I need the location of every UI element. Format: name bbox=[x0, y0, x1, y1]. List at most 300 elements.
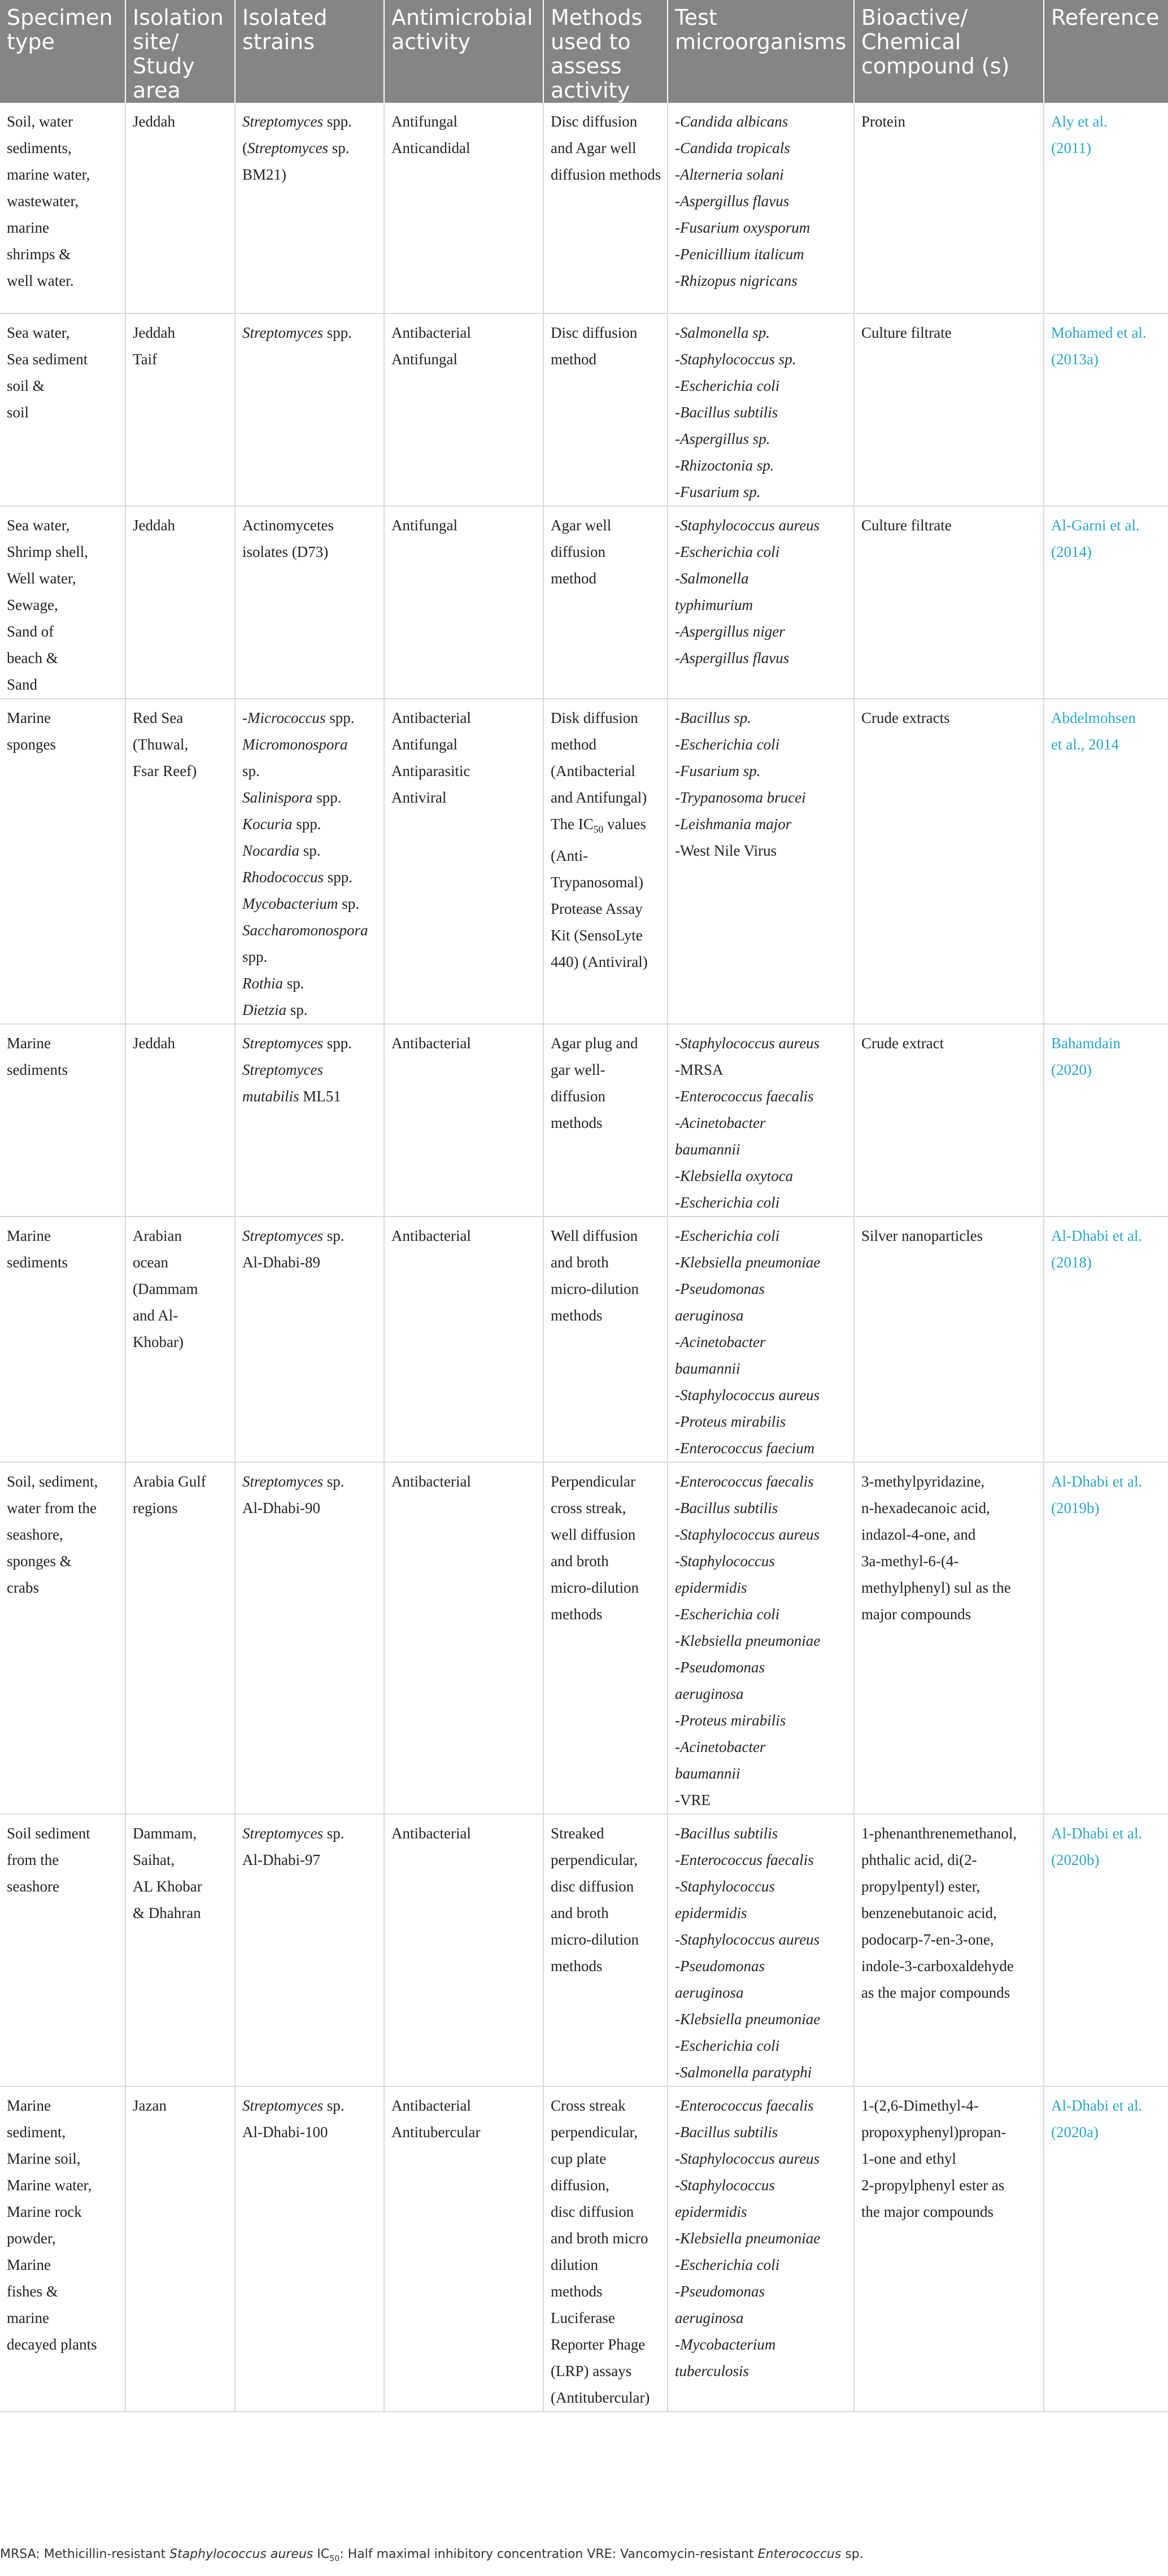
cell-line: Crude extracts bbox=[861, 709, 950, 726]
cell-line: Antiviral bbox=[391, 789, 447, 806]
cell-line bbox=[242, 917, 378, 944]
cell-line: 3-methylpyridazine, bbox=[861, 1473, 985, 1490]
cell-line: methods bbox=[551, 1958, 603, 1975]
cell-antimicrobial-activity bbox=[384, 103, 543, 313]
table-row bbox=[0, 313, 1168, 506]
table-row bbox=[0, 2086, 1168, 2412]
cell-line: -Salmonella bbox=[675, 570, 749, 587]
table-row bbox=[0, 1814, 1168, 2086]
cell-line: -Acinetobacter bbox=[675, 1114, 766, 1131]
cell-line bbox=[242, 758, 378, 784]
cell-bioactive-compound bbox=[854, 1462, 1044, 1814]
strain-text: Streptomyces bbox=[242, 1825, 323, 1842]
cell-line: (Dammam bbox=[133, 1280, 198, 1297]
table-row bbox=[0, 1462, 1168, 1814]
cell-isolated-strains bbox=[235, 313, 384, 506]
cell-test-microorganisms bbox=[668, 1217, 854, 1462]
cell-line: and broth bbox=[551, 1553, 609, 1570]
cell-line: Well diffusion bbox=[551, 1227, 638, 1244]
cell-reference bbox=[1044, 1024, 1168, 1217]
reference-link[interactable]: (2014) bbox=[1051, 543, 1092, 560]
strain-text: Rothia bbox=[242, 975, 283, 992]
cell-line: diffusion bbox=[551, 1088, 606, 1105]
footnote-text: : Half maximal inhibitory concentration VRE: Vancomycin-resistant bbox=[339, 2547, 758, 2561]
cell-line: diffusion, bbox=[551, 2177, 609, 2194]
strain-text: Al-Dhabi-89 bbox=[242, 1254, 320, 1271]
cell-methods bbox=[543, 506, 668, 699]
cell-line: -Escherichia coli bbox=[675, 543, 780, 560]
reference-link[interactable]: Aly et al. bbox=[1051, 113, 1108, 130]
cell-line: 1-(2,6-Dimethyl-4- bbox=[861, 2097, 979, 2114]
cell-line: Sewage, bbox=[7, 596, 58, 613]
cell-line: Anticandidal bbox=[391, 140, 470, 156]
cell-line: Antibacterial bbox=[391, 709, 471, 726]
cell-line: -Enterococcus faecalis bbox=[675, 1473, 814, 1490]
cell-reference bbox=[1044, 699, 1168, 1024]
cell-line: major compounds bbox=[861, 1606, 971, 1623]
cell-line: -Staphylococcus bbox=[675, 1878, 775, 1895]
cell-line: (Antibacterial bbox=[551, 762, 635, 779]
cell-line: -Enterococcus faecalis bbox=[675, 1088, 814, 1105]
cell-specimen-type bbox=[0, 699, 125, 1024]
strain-text: Streptomyces bbox=[242, 2097, 323, 2114]
cell-line: -Rhizopus nigricans bbox=[675, 272, 797, 289]
cell-line: regions bbox=[133, 1500, 178, 1516]
cell-line: -Klebsiella pneumoniae bbox=[675, 1632, 821, 1649]
cell-line: water from the bbox=[7, 1500, 97, 1516]
cell-bioactive-compound bbox=[854, 313, 1044, 506]
cell-line bbox=[242, 1249, 378, 1276]
cell-line bbox=[242, 1030, 378, 1057]
cell-line: Antifungal bbox=[391, 736, 457, 753]
cell-line: -Aspergillus flavus bbox=[675, 650, 790, 666]
cell-line: Red Sea bbox=[133, 709, 184, 726]
cell-line: Khobar) bbox=[133, 1333, 184, 1350]
cell-line bbox=[242, 1223, 378, 1249]
cell-line: Marine bbox=[7, 709, 51, 726]
cell-line: -Klebsiella pneumoniae bbox=[675, 1254, 821, 1271]
strain-text: sp. bbox=[283, 975, 304, 992]
cell-line: epidermidis bbox=[675, 1904, 747, 1921]
reference-link[interactable]: (2019b) bbox=[1051, 1500, 1100, 1516]
strain-text: sp. bbox=[299, 842, 321, 859]
cell-bioactive-compound bbox=[854, 103, 1044, 313]
cell-reference bbox=[1044, 313, 1168, 506]
cell-line: Sea water, bbox=[7, 324, 70, 341]
strain-text: Al-Dhabi-100 bbox=[242, 2124, 328, 2141]
cell-line: -Candida albicans bbox=[675, 113, 788, 130]
footnote-text: sp. bbox=[841, 2547, 864, 2561]
cell-line: Culture filtrate bbox=[861, 324, 952, 341]
cell-line bbox=[242, 2119, 378, 2146]
cell-specimen-type bbox=[0, 313, 125, 506]
cell-line: Marine bbox=[7, 1035, 51, 1052]
strain-text: Streptomyces bbox=[242, 1473, 323, 1490]
cell-line: Jeddah bbox=[133, 517, 175, 534]
cell-line: micro-dilution bbox=[551, 1280, 639, 1297]
cell-methods bbox=[543, 1217, 668, 1462]
cell-line: Agar well bbox=[551, 517, 612, 534]
cell-line: well water. bbox=[7, 272, 74, 289]
strain-text: ( bbox=[242, 140, 247, 156]
cell-line: Antibacterial bbox=[391, 1227, 471, 1244]
cell-isolation-site bbox=[125, 2086, 235, 2412]
cell-methods bbox=[543, 699, 668, 1024]
cell-line: aeruginosa bbox=[675, 1307, 744, 1324]
cell-specimen-type bbox=[0, 103, 125, 313]
cell-line: -Staphylococcus bbox=[675, 1553, 775, 1570]
cell-line bbox=[242, 970, 378, 997]
cell-line: fishes & bbox=[7, 2283, 58, 2300]
cell-line: methods bbox=[551, 1606, 603, 1623]
cell-line: -Fusarium sp. bbox=[675, 483, 761, 500]
cell-line: (Antitubercular) bbox=[551, 2389, 650, 2406]
cell-line: (Thuwal, bbox=[133, 736, 189, 753]
cell-line: micro-dilution bbox=[551, 1931, 639, 1948]
cell-isolated-strains bbox=[235, 1024, 384, 1217]
cell-methods bbox=[543, 2086, 668, 2412]
cell-line: -Proteus mirabilis bbox=[675, 1712, 786, 1729]
cell-line: Jeddah bbox=[133, 113, 175, 130]
strain-text: spp. bbox=[325, 709, 355, 726]
cell-line: -Proteus mirabilis bbox=[675, 1413, 786, 1430]
cell-line: method bbox=[551, 736, 596, 753]
strain-text: sp. bbox=[322, 1825, 345, 1842]
cell-line: -Bacillus subtilis bbox=[675, 2124, 778, 2141]
cell-line: Marine bbox=[7, 2256, 51, 2273]
cell-line: sediments, bbox=[7, 140, 72, 156]
cell-line bbox=[242, 838, 378, 864]
cell-line: method bbox=[551, 570, 596, 587]
header-isolated-strains: Isolated strains bbox=[235, 0, 384, 103]
cell-bioactive-compound bbox=[854, 2086, 1044, 2412]
cell-methods bbox=[543, 1814, 668, 2086]
header-row bbox=[0, 0, 1168, 103]
cell-line bbox=[242, 1083, 378, 1110]
cell-antimicrobial-activity bbox=[384, 1217, 543, 1462]
cell-line bbox=[242, 512, 378, 539]
cell-line: -Trypanosoma brucei bbox=[675, 789, 806, 806]
cell-line bbox=[242, 1820, 378, 1847]
cell-line: methods bbox=[551, 2283, 603, 2300]
cell-line: powder, bbox=[7, 2230, 56, 2247]
table-footnote bbox=[0, 2547, 1168, 2566]
cell-line: -Klebsiella pneumoniae bbox=[675, 2230, 821, 2247]
cell-antimicrobial-activity bbox=[384, 506, 543, 699]
reference-link[interactable]: (2013a) bbox=[1051, 351, 1099, 368]
strain-text: spp. bbox=[323, 869, 352, 886]
cell-isolated-strains bbox=[235, 103, 384, 313]
cell-line: Jazan bbox=[133, 2097, 167, 2114]
strain-text: - bbox=[242, 709, 247, 726]
cell-line: seashore, bbox=[7, 1526, 63, 1543]
cell-line bbox=[242, 2093, 378, 2119]
cell-line: -Escherichia coli bbox=[675, 736, 780, 753]
cell-line: -Leishmania major bbox=[675, 816, 792, 832]
strain-text: Streptomyces bbox=[242, 113, 323, 130]
cell-isolation-site bbox=[125, 1024, 235, 1217]
reference-link[interactable]: (2020a) bbox=[1051, 2124, 1099, 2141]
strain-text: spp. bbox=[322, 113, 352, 130]
cell-line: Kit (SensoLyte bbox=[551, 927, 643, 944]
cell-line: -Acinetobacter bbox=[675, 1738, 766, 1755]
header-bioactive-compound: Bioactive/ Chemical compound (s) bbox=[854, 0, 1044, 103]
cell-line: -Aspergillus flavus bbox=[675, 193, 790, 210]
cell-line: -Escherichia coli bbox=[675, 377, 780, 394]
cell-specimen-type bbox=[0, 1024, 125, 1217]
cell-line: Protein bbox=[861, 113, 905, 130]
strain-text: sp. bbox=[328, 140, 350, 156]
reference-link[interactable]: Al-Dhabi et al. bbox=[1051, 2097, 1143, 2114]
strain-text: ML51 bbox=[299, 1088, 341, 1105]
cell-line: marine water, bbox=[7, 166, 90, 183]
cell-line: Marine bbox=[7, 1227, 51, 1244]
cell-line: 440) (Antiviral) bbox=[551, 953, 648, 971]
reference-link[interactable]: (2020b) bbox=[1051, 1851, 1100, 1868]
cell-line: and broth bbox=[551, 1254, 609, 1271]
strain-text: Micrococcus bbox=[247, 709, 326, 726]
cell-line: phthalic acid, di(2- bbox=[861, 1851, 977, 1868]
cell-line: -Mycobacterium bbox=[675, 2336, 776, 2353]
footnote-text: MRSA: Methicillin-resistant bbox=[0, 2547, 170, 2561]
strain-text: Micromonospora bbox=[242, 736, 348, 753]
strain-text: Streptomyces bbox=[242, 1061, 323, 1078]
cell-line: aeruginosa bbox=[675, 1685, 744, 1702]
cell-line: Crude extract bbox=[861, 1035, 944, 1052]
cell-line: the major compounds bbox=[861, 2203, 993, 2220]
cell-line: Antibacterial bbox=[391, 1825, 471, 1842]
cell-test-microorganisms bbox=[668, 506, 854, 699]
cell-line: n-hexadecanoic acid, bbox=[861, 1500, 990, 1516]
cell-line: Luciferase bbox=[551, 2309, 615, 2326]
cell-line: Marine water, bbox=[7, 2177, 92, 2194]
header-methods: Methods used to assess activity bbox=[543, 0, 668, 103]
cell-line: 3a-methyl-6-(4- bbox=[861, 1553, 959, 1570]
cell-line: Marine soil, bbox=[7, 2150, 81, 2167]
cell-line bbox=[242, 1057, 378, 1083]
cell-line: propoxyphenyl)propan- bbox=[861, 2124, 1006, 2141]
reference-link[interactable]: (2020) bbox=[1051, 1061, 1092, 1078]
cell-antimicrobial-activity bbox=[384, 1814, 543, 2086]
cell-line: Soil sediment bbox=[7, 1825, 90, 1842]
cell-isolated-strains bbox=[235, 506, 384, 699]
table-row bbox=[0, 103, 1168, 313]
cell-line: Sea water, bbox=[7, 517, 70, 534]
cell-line: Marine bbox=[7, 2097, 51, 2114]
cell-isolation-site bbox=[125, 699, 235, 1024]
reference-link[interactable]: Mohamed et al. bbox=[1051, 324, 1147, 341]
cell-line: Soil, water bbox=[7, 113, 73, 130]
cell-test-microorganisms bbox=[668, 313, 854, 506]
cell-line: -Bacillus subtilis bbox=[675, 1500, 778, 1516]
cell-line: cross streak, bbox=[551, 1500, 626, 1516]
cell-line: The $IC_{50}$ values bbox=[551, 816, 646, 835]
cell-bioactive-compound bbox=[854, 1217, 1044, 1462]
footnote-text: Staphylococcus aureus bbox=[169, 2547, 313, 2561]
cell-line: -West Nile Virus bbox=[675, 842, 777, 859]
reference-link[interactable]: (2011) bbox=[1051, 140, 1091, 156]
cell-line: & Dhahran bbox=[133, 1904, 201, 1921]
strain-text: Al-Dhabi-97 bbox=[242, 1851, 320, 1868]
cell-line: -Staphylococcus aureus bbox=[675, 1931, 820, 1948]
cell-antimicrobial-activity bbox=[384, 1462, 543, 1814]
cell-reference bbox=[1044, 506, 1168, 699]
reference-link[interactable]: et al., 2014 bbox=[1051, 736, 1119, 753]
cell-line: Sea sediment bbox=[7, 351, 88, 368]
cell-line: Fsar Reef) bbox=[133, 762, 197, 779]
header-test-microorganisms: Test microorganisms bbox=[668, 0, 854, 103]
reference-link[interactable]: Abdelmohsen bbox=[1051, 709, 1136, 726]
cell-line: -Fusarium sp. bbox=[675, 762, 761, 779]
cell-line: and Al- bbox=[133, 1307, 178, 1324]
strain-text: spp. bbox=[312, 789, 342, 806]
cell-line: diffusion bbox=[551, 543, 606, 560]
cell-line: -Staphylococcus aureus bbox=[675, 517, 820, 534]
cell-line: methylphenyl) sul as the bbox=[861, 1579, 1011, 1596]
reference-link[interactable]: Al-Dhabi et al. bbox=[1051, 1473, 1143, 1490]
cell-line: AL Khobar bbox=[133, 1878, 202, 1895]
cell-line: -Candida tropicals bbox=[675, 140, 790, 156]
reference-link[interactable]: Al-Dhabi et al. bbox=[1051, 1825, 1143, 1842]
cell-line: Sand bbox=[7, 676, 37, 693]
cell-line bbox=[242, 1495, 378, 1522]
cell-isolated-strains bbox=[235, 1462, 384, 1814]
cell-line: propylpentyl) ester, bbox=[861, 1878, 980, 1895]
cell-line: podocarp-7-en-3-one, bbox=[861, 1931, 994, 1948]
cell-line: Antifungal bbox=[391, 517, 457, 534]
cell-line: -Acinetobacter bbox=[675, 1333, 766, 1350]
cell-line: aeruginosa bbox=[675, 2309, 744, 2326]
table-row bbox=[0, 506, 1168, 699]
cell-line: and broth bbox=[551, 1904, 609, 1921]
cell-line: -Enterococcus faecalis bbox=[675, 1851, 814, 1868]
strain-text: Rhodococcus bbox=[242, 869, 324, 886]
cell-line bbox=[242, 784, 378, 811]
cell-line: tuberculosis bbox=[675, 2363, 749, 2379]
cell-line: ocean bbox=[133, 1254, 168, 1271]
cell-line: shrimps & bbox=[7, 246, 71, 263]
cell-line: epidermidis bbox=[675, 2203, 747, 2220]
cell-specimen-type bbox=[0, 1217, 125, 1462]
cell-line: Antibacterial bbox=[391, 1473, 471, 1490]
cell-line: perpendicular, bbox=[551, 2124, 638, 2141]
header-reference: Reference bbox=[1044, 0, 1168, 103]
strain-text: spp. bbox=[322, 324, 352, 341]
reference-link[interactable]: (2018) bbox=[1051, 1254, 1092, 1271]
cell-line: marine bbox=[7, 2309, 49, 2326]
strain-text: sp. bbox=[286, 1001, 308, 1018]
reference-link[interactable]: Bahamdain bbox=[1051, 1035, 1121, 1052]
cell-line: methods bbox=[551, 1114, 603, 1131]
cell-reference bbox=[1044, 1814, 1168, 2086]
cell-line: -Pseudomonas bbox=[675, 2283, 765, 2300]
cell-line: sponges bbox=[7, 736, 56, 753]
cell-line: Antibacterial Antitubercular bbox=[391, 2097, 481, 2141]
cell-line: -Klebsiella oxytoca bbox=[675, 1167, 794, 1184]
cell-test-microorganisms bbox=[668, 1462, 854, 1814]
cell-line: benzenebutanoic acid, bbox=[861, 1904, 997, 1921]
strain-text: sp. bbox=[322, 2097, 345, 2114]
cell-line: Antibacterial bbox=[391, 324, 471, 341]
cell-line: Arabia Gulf bbox=[133, 1473, 206, 1490]
header-antimicrobial-activity: Antimicrobial activity bbox=[384, 0, 543, 103]
cell-test-microorganisms bbox=[668, 699, 854, 1024]
cell-line: diffusion methods bbox=[551, 166, 661, 183]
cell-line: wastewater, bbox=[7, 193, 79, 210]
cell-line: cup plate bbox=[551, 2150, 607, 2167]
cell-line: Agar plug and bbox=[551, 1035, 638, 1052]
cell-line: and Antifungal) bbox=[551, 789, 647, 806]
cell-line: Protease Assay bbox=[551, 900, 643, 918]
table-row bbox=[0, 1217, 1168, 1462]
cell-line: methods bbox=[551, 1307, 603, 1324]
strain-text: Streptomyces bbox=[242, 1035, 323, 1052]
cell-line: disc diffusion bbox=[551, 2203, 634, 2220]
cell-line: -Bacillus subtilis bbox=[675, 404, 778, 421]
strain-text: Dietzia bbox=[242, 1001, 286, 1018]
cell-line: sponges & bbox=[7, 1553, 72, 1570]
cell-isolated-strains bbox=[235, 2086, 384, 2412]
cell-line: Culture filtrate bbox=[861, 517, 952, 534]
cell-line bbox=[242, 944, 378, 970]
cell-line: baumannii bbox=[675, 1765, 740, 1782]
cell-line: Antiparasitic bbox=[391, 762, 470, 779]
cell-line: Shrimp shell, bbox=[7, 543, 89, 560]
cell-line: dilution bbox=[551, 2256, 599, 2273]
cell-line: -Salmonella sp. bbox=[675, 324, 770, 341]
cell-reference bbox=[1044, 2086, 1168, 2412]
strain-text: spp. bbox=[322, 1035, 352, 1052]
cell-line: epidermidis bbox=[675, 1579, 747, 1596]
cell-line: -Escherichia coli bbox=[675, 1606, 780, 1623]
cell-line: indole-3-carboxaldehyde bbox=[861, 1958, 1014, 1975]
cell-line: perpendicular, bbox=[551, 1851, 638, 1868]
cell-line: soil & bbox=[7, 377, 45, 394]
cell-specimen-type bbox=[0, 506, 125, 699]
cell-line: Reporter Phage bbox=[551, 2336, 646, 2353]
cell-test-microorganisms bbox=[668, 103, 854, 313]
cell-line: aeruginosa bbox=[675, 1984, 744, 2001]
cell-antimicrobial-activity bbox=[384, 2086, 543, 2412]
cell-line: Soil, sediment, bbox=[7, 1473, 98, 1490]
table-row bbox=[0, 1024, 1168, 1217]
cell-isolation-site bbox=[125, 103, 235, 313]
cell-line: Disc diffusion bbox=[551, 113, 638, 130]
cell-line: -MRSA bbox=[675, 1061, 724, 1078]
cell-line: -Bacillus sp. bbox=[675, 709, 751, 726]
cell-methods bbox=[543, 313, 668, 506]
cell-line: baumannii bbox=[675, 1141, 740, 1158]
cell-line: (LRP) assays bbox=[551, 2363, 632, 2379]
cell-line: -Klebsiella pneumoniae bbox=[675, 2011, 821, 2028]
cell-isolation-site bbox=[125, 1217, 235, 1462]
strain-text: Saccharomonospora bbox=[242, 922, 368, 939]
cell-specimen-type bbox=[0, 1814, 125, 2086]
strain-text: sp. bbox=[242, 762, 260, 779]
strain-text: spp. bbox=[292, 816, 321, 832]
reference-link[interactable]: Al-Garni et al. bbox=[1051, 517, 1140, 534]
cell-line bbox=[242, 135, 378, 162]
strain-text: BM21) bbox=[242, 166, 287, 183]
cell-bioactive-compound bbox=[854, 1814, 1044, 2086]
cell-line bbox=[242, 705, 378, 731]
cell-line: -Fusarium oxysporum bbox=[675, 219, 810, 236]
cell-line: soil bbox=[7, 404, 29, 421]
cell-line: -Pseudomonas bbox=[675, 1280, 765, 1297]
reference-link[interactable]: Al-Dhabi et al. bbox=[1051, 1227, 1143, 1244]
cell-line bbox=[242, 539, 378, 565]
cell-line: -Aspergillus sp. bbox=[675, 430, 770, 447]
